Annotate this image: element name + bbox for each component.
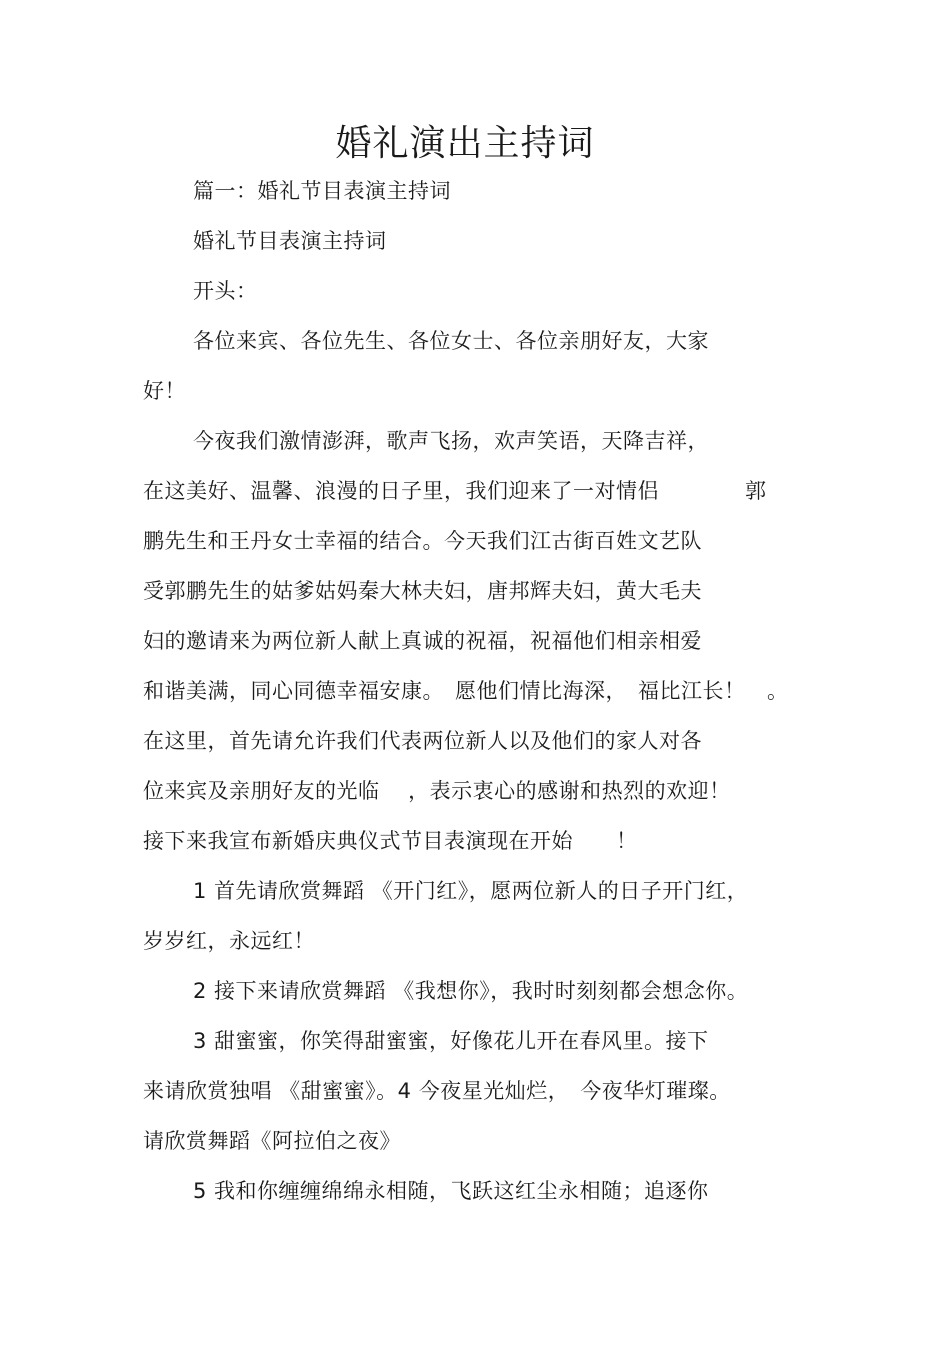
program-item-1: 1 首先请欣赏舞蹈 《开门红》，愿两位新人的日子开门红， — [193, 879, 749, 903]
paragraph-line: 位来宾及亲朋好友的光临 ，表示衷心的感谢和热烈的欢迎！ — [143, 779, 731, 803]
paragraph-line: 鹏先生和王丹女士幸福的结合。今天我们江古街百姓文艺队 — [143, 529, 702, 553]
paragraph-line: 各位来宾、各位先生、各位女士、各位亲朋好友，大家 — [193, 329, 709, 353]
paragraph-line: 今夜我们激情澎湃，歌声飞扬，欢声笑语，天降吉祥， — [193, 429, 709, 453]
subtitle-line: 婚礼节目表演主持词 — [193, 229, 387, 253]
opening-label: 开头： — [193, 279, 258, 303]
paragraph-line: 岁岁红，永远红！ — [143, 929, 315, 953]
document-title: 婚礼演出主持词 — [335, 123, 595, 164]
program-item-5: 5 我和你缠缠绵绵永相随，飞跃这红尘永相随；追逐你 — [193, 1179, 709, 1203]
paragraph-line: 来请欣赏独唱 《甜蜜蜜》。4 今夜星光灿烂， 今夜华灯璀璨。 — [143, 1079, 731, 1103]
paragraph-line: 接下来我宣布新婚庆典仪式节目表演现在开始 ！ — [143, 829, 638, 853]
paragraph-line: 在这美好、温馨、浪漫的日子里，我们迎来了一对情侣 郭 — [143, 479, 767, 503]
program-item-2: 2 接下来请欣赏舞蹈 《我想你》，我时时刻刻都会想念你。 — [193, 979, 749, 1003]
section-heading: 篇一：婚礼节目表演主持词 — [193, 179, 451, 203]
paragraph-line: 和谐美满，同心同德幸福安康。 愿他们情比海深， 福比江长！ 。 — [143, 679, 789, 703]
paragraph-line: 在这里，首先请允许我们代表两位新人以及他们的家人对各 — [143, 729, 702, 753]
paragraph-line: 请欣赏舞蹈《阿拉伯之夜》 — [143, 1129, 401, 1153]
paragraph-line: 受郭鹏先生的姑爹姑妈秦大林夫妇，唐邦辉夫妇，黄大毛夫 — [143, 579, 702, 603]
program-item-3: 3 甜蜜蜜，你笑得甜蜜蜜，好像花儿开在春风里。接下 — [193, 1029, 709, 1053]
paragraph-line: 好！ — [143, 379, 186, 403]
paragraph-line: 妇的邀请来为两位新人献上真诚的祝福，祝福他们相亲相爱 — [143, 629, 702, 653]
